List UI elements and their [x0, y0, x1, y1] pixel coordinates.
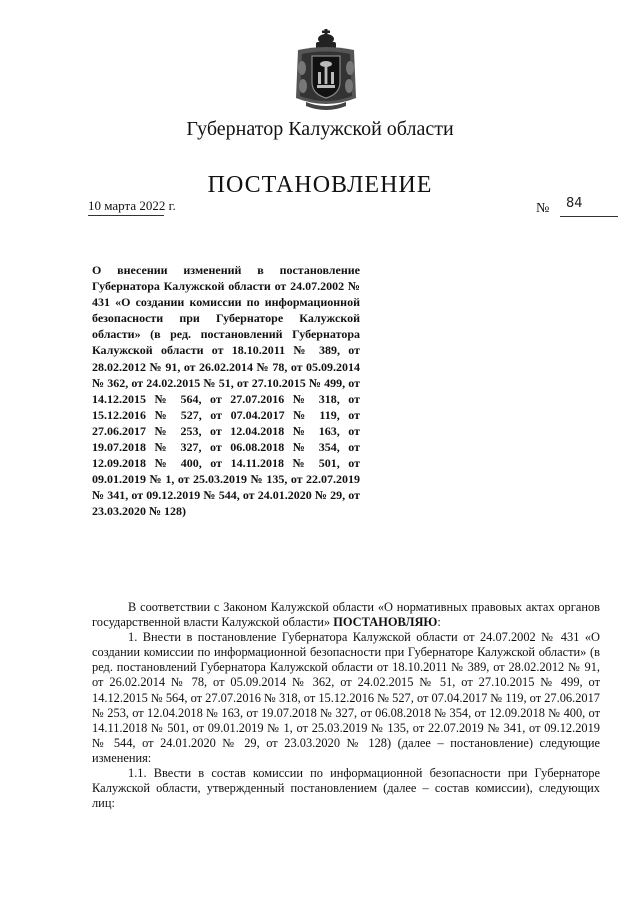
item-1-paragraph: 1. Внести в постановление Губернатора Калужской области от 24.07.2002 № 431 «О создании комиссии по информационной безопасности при Губернаторе Калужской области» (в ред. постановлений Губернатора Калужской области от 18.10.2011 № 389, от 28.02.2012 № 91, от 26.02.2014 № 78, от 05.09.2014 № 362, от 24.02.2015 № 51, от 27.10.2015 № 499, от 14.12.2015 № 564, от 27.07.2016 № 318, от 15.12.2016 № 527, от 07.04.2017 № 119, от 27.06.2017 № 253, от 12.04.2018 № 163, от 19.07.2018 № 327, от 06.08.2018 № 354, от 12.09.2018 № 400, от 14.11.2018 № 501, от 09.01.2019 № 1, от 25.03.2019 № 135, от 22.07.2019 № 341, от 09.12.2019 № 544, от 24.01.2020 № 29, от 23.03.2020 № 128) (далее – постановление) следующие изменения:	[92, 630, 600, 765]
decree-colon: :	[437, 615, 441, 630]
document-subject: О внесении изменений в постановление Губернатора Калужской области от 24.07.2002 № 431 «О создании комиссии по информационной безопасности при Губернаторе Калужской области» (в ред. постановлений Губернатора Калужской области от 18.10.2011 № 389, от 28.02.2012 № 91, от 26.02.2014 № 78, от 05.09.2014 № 362, от 24.02.2015 № 51, от 27.10.2015 № 499, от 14.12.2015 № 564, от 27.07.2016 № 318, от 15.12.2016 № 527, от 07.04.2017 № 119, от 27.06.2017 № 253, от 12.04.2018 № 163, от 19.07.2018 № 327, от 06.08.2018 № 354, от 12.09.2018 № 400, от 14.11.2018 № 501, от 09.01.2019 № 1, от 25.03.2019 № 135, от 22.07.2019 № 341, от 09.12.2019 № 544, от 24.01.2020 № 29, от 23.03.2020 № 128)	[92, 263, 360, 519]
document-date: 10 марта 2022 г.	[88, 198, 164, 216]
document-number: 84	[566, 196, 583, 211]
document-number-field	[536, 198, 618, 218]
preamble-paragraph	[92, 600, 600, 630]
coat-of-arms-icon	[292, 28, 360, 112]
number-underline	[560, 216, 618, 217]
document-body	[92, 600, 600, 811]
number-sign: №	[536, 201, 550, 216]
issuing-authority: Губернатор Калужской области	[186, 118, 454, 140]
preamble-text: В соответствии с Законом Калужской области «О нормативных правовых актах органов государственной власти Калужской области»	[92, 600, 600, 630]
document-type-title: ПОСТАНОВЛЕНИЕ	[207, 172, 433, 198]
item-1-1-paragraph: 1.1. Ввести в состав комиссии по информационной безопасности при Губернаторе Калужской области, утвержденный постановлением (далее – состав комиссии), следующих лиц:	[92, 766, 600, 811]
decree-word: ПОСТАНОВЛЯЮ	[333, 615, 438, 630]
